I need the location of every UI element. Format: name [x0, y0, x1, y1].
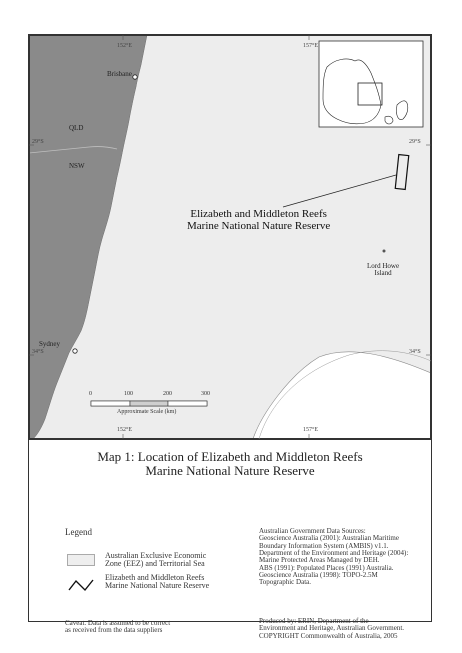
graticule-right-29: 29°S	[409, 139, 421, 145]
graticule-left-29: 29°S	[32, 139, 44, 145]
scale-tick-100: 100	[124, 391, 133, 397]
scale-tick-0: 0	[89, 391, 92, 397]
production-credits: Produced by: ERIN, Department of the Environment and Heritage, Australian Government. COPYRIGHT Commonwealth of Australia, 2005	[259, 617, 405, 640]
map-frame	[29, 35, 431, 439]
label-qld: QLD	[69, 124, 84, 132]
reserve-boundary-icon	[67, 578, 95, 592]
legend-heading: Legend	[65, 527, 92, 537]
brisbane-marker	[133, 75, 137, 79]
map-canvas	[29, 35, 431, 439]
label-reserve: Elizabeth and Middleton Reefs Marine National Nature Reserve	[187, 208, 331, 232]
scale-tick-300: 300	[201, 391, 210, 397]
map-title: Map 1: Location of Elizabeth and Middleton Reefs Marine National Nature Reserve	[97, 449, 363, 478]
australia-locator-inset	[319, 41, 423, 127]
sydney-marker	[73, 349, 77, 353]
info-panel	[29, 439, 431, 640]
scale-caption: Approximate Scale (km)	[117, 409, 177, 415]
label-nsw: NSW	[69, 162, 85, 170]
label-sydney: Sydney	[39, 340, 60, 348]
data-sources: Australian Government Data Sources: Geoscience Australia (2001): Australian Maritime Boundary Information System (AMBIS) v1.1. Department of the Environment and Heritage (2004): Marine Protected Areas Managed by DEH. ABS (1991): Populated Places (1991) Australia. Geoscience Australia (1998): TOPO-2.5M Topographic Data.	[259, 527, 409, 587]
legend-reserve-label: Elizabeth and Middleton Reefs Marine National Nature Reserve	[105, 573, 210, 591]
graticule-right-34: 34°S	[409, 349, 421, 355]
label-brisbane: Brisbane	[107, 70, 132, 78]
graticule-bottom-157: 157°E	[303, 427, 319, 433]
eez-swatch	[67, 554, 95, 566]
label-lord-howe: Lord Howe Island	[367, 262, 400, 277]
graticule-left-34: 34°S	[32, 349, 44, 355]
caveat-note: Caveat. Data is assumed to be correct as received from the data suppliers	[65, 619, 171, 635]
lord-howe-marker	[383, 250, 386, 253]
legend-eez-label: Australian Exclusive Economic Zone (EEZ) and Territorial Sea	[105, 551, 207, 569]
graticule-top-157: 157°E	[303, 43, 319, 49]
scale-bar	[91, 401, 207, 406]
graticule-top-152: 152°E	[117, 43, 133, 49]
graticule-bottom-152: 152°E	[117, 427, 133, 433]
map-sheet	[28, 34, 432, 640]
scale-tick-200: 200	[163, 391, 172, 397]
